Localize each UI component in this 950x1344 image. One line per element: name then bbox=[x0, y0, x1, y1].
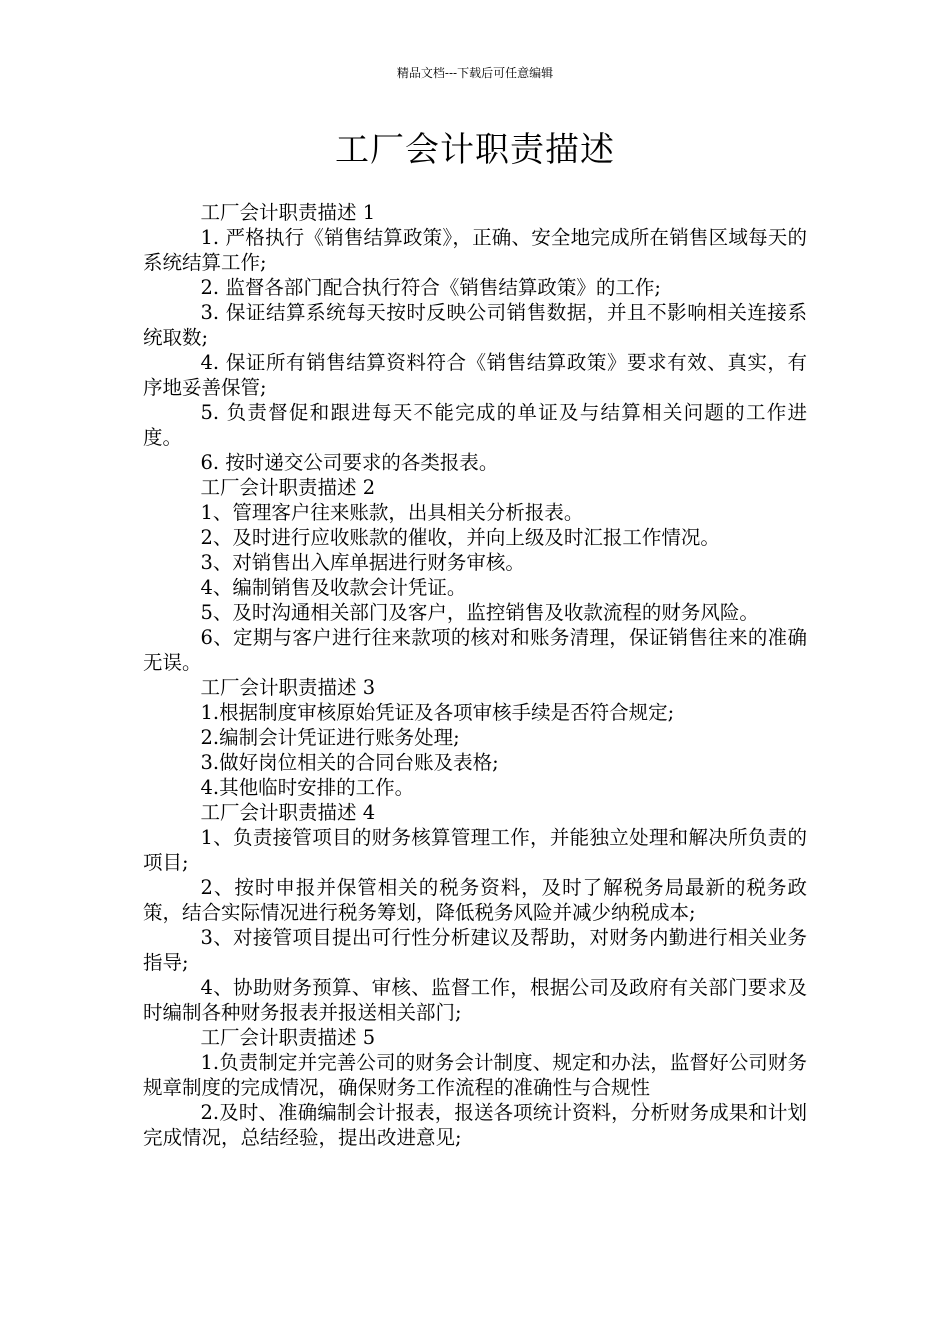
section-1-item-3: 3. 保证结算系统每天按时反映公司销售数据，并且不影响相关连接系统取数; bbox=[143, 301, 807, 349]
section-heading-2: 工厂会计职责描述 2 bbox=[200, 476, 376, 499]
section-3-item-4: 4.其他临时安排的工作。 bbox=[200, 776, 415, 799]
section-1-item-5: 5. 负责督促和跟进每天不能完成的单证及与结算相关问题的工作进度。 bbox=[143, 401, 807, 449]
section-3-item-2: 2.编制会计凭证进行账务处理; bbox=[200, 726, 460, 749]
section-3-item-1: 1.根据制度审核原始凭证及各项审核手续是否符合规定; bbox=[200, 701, 675, 724]
section-2-item-4: 4、编制销售及收款会计凭证。 bbox=[200, 576, 467, 599]
section-2-item-3: 3、对销售出入库单据进行财务审核。 bbox=[200, 551, 525, 574]
section-2-item-5: 5、及时沟通相关部门及客户，监控销售及收款流程的财务风险。 bbox=[200, 601, 759, 624]
header-note: 精品文档---下载后可任意编辑 bbox=[396, 66, 554, 80]
section-heading-4: 工厂会计职责描述 4 bbox=[200, 801, 376, 824]
section-3-item-3: 3.做好岗位相关的合同台账及表格; bbox=[200, 751, 499, 774]
section-heading-3: 工厂会计职责描述 3 bbox=[200, 676, 376, 699]
section-2-item-1: 1、管理客户往来账款，出具相关分析报表。 bbox=[200, 501, 584, 524]
section-4-item-4: 4、协助财务预算、审核、监督工作，根据公司及政府有关部门要求及时编制各种财务报表并报送相关部门; bbox=[143, 976, 807, 1024]
section-5-item-2: 2.及时、准确编制会计报表，报送各项统计资料，分析财务成果和计划完成情况，总结经验，提出改进意见; bbox=[143, 1101, 807, 1149]
section-4-item-3: 3、对接管项目提出可行性分析建议及帮助，对财务内勤进行相关业务指导; bbox=[143, 926, 807, 974]
section-2-item-6: 6、定期与客户进行往来款项的核对和账务清理，保证销售往来的准确无误。 bbox=[143, 626, 807, 674]
document-body bbox=[143, 200, 807, 1150]
section-heading-5: 工厂会计职责描述 5 bbox=[200, 1026, 376, 1049]
document-title: 工厂会计职责描述 bbox=[335, 130, 615, 170]
section-1-item-2: 2. 监督各部门配合执行符合《销售结算政策》的工作; bbox=[200, 276, 661, 299]
section-1-item-4: 4. 保证所有销售结算资料符合《销售结算政策》要求有效、真实，有序地妥善保管; bbox=[143, 351, 807, 399]
section-heading-1: 工厂会计职责描述 1 bbox=[200, 201, 376, 224]
section-1-item-6: 6. 按时递交公司要求的各类报表。 bbox=[200, 451, 499, 474]
section-4-item-1: 1、负责接管项目的财务核算管理工作，并能独立处理和解决所负责的项目; bbox=[143, 826, 807, 874]
section-2-item-2: 2、及时进行应收账款的催收，并向上级及时汇报工作情况。 bbox=[200, 526, 720, 549]
section-4-item-2: 2、按时申报并保管相关的税务资料，及时了解税务局最新的税务政策，结合实际情况进行税务筹划，降低税务风险并减少纳税成本; bbox=[143, 876, 807, 924]
section-5-item-1: 1.负责制定并完善公司的财务会计制度、规定和办法，监督好公司财务规章制度的完成情况，确保财务工作流程的准确性与合规性 bbox=[143, 1051, 807, 1099]
section-1-item-1: 1. 严格执行《销售结算政策》，正确、安全地完成所在销售区域每天的系统结算工作; bbox=[143, 226, 807, 274]
